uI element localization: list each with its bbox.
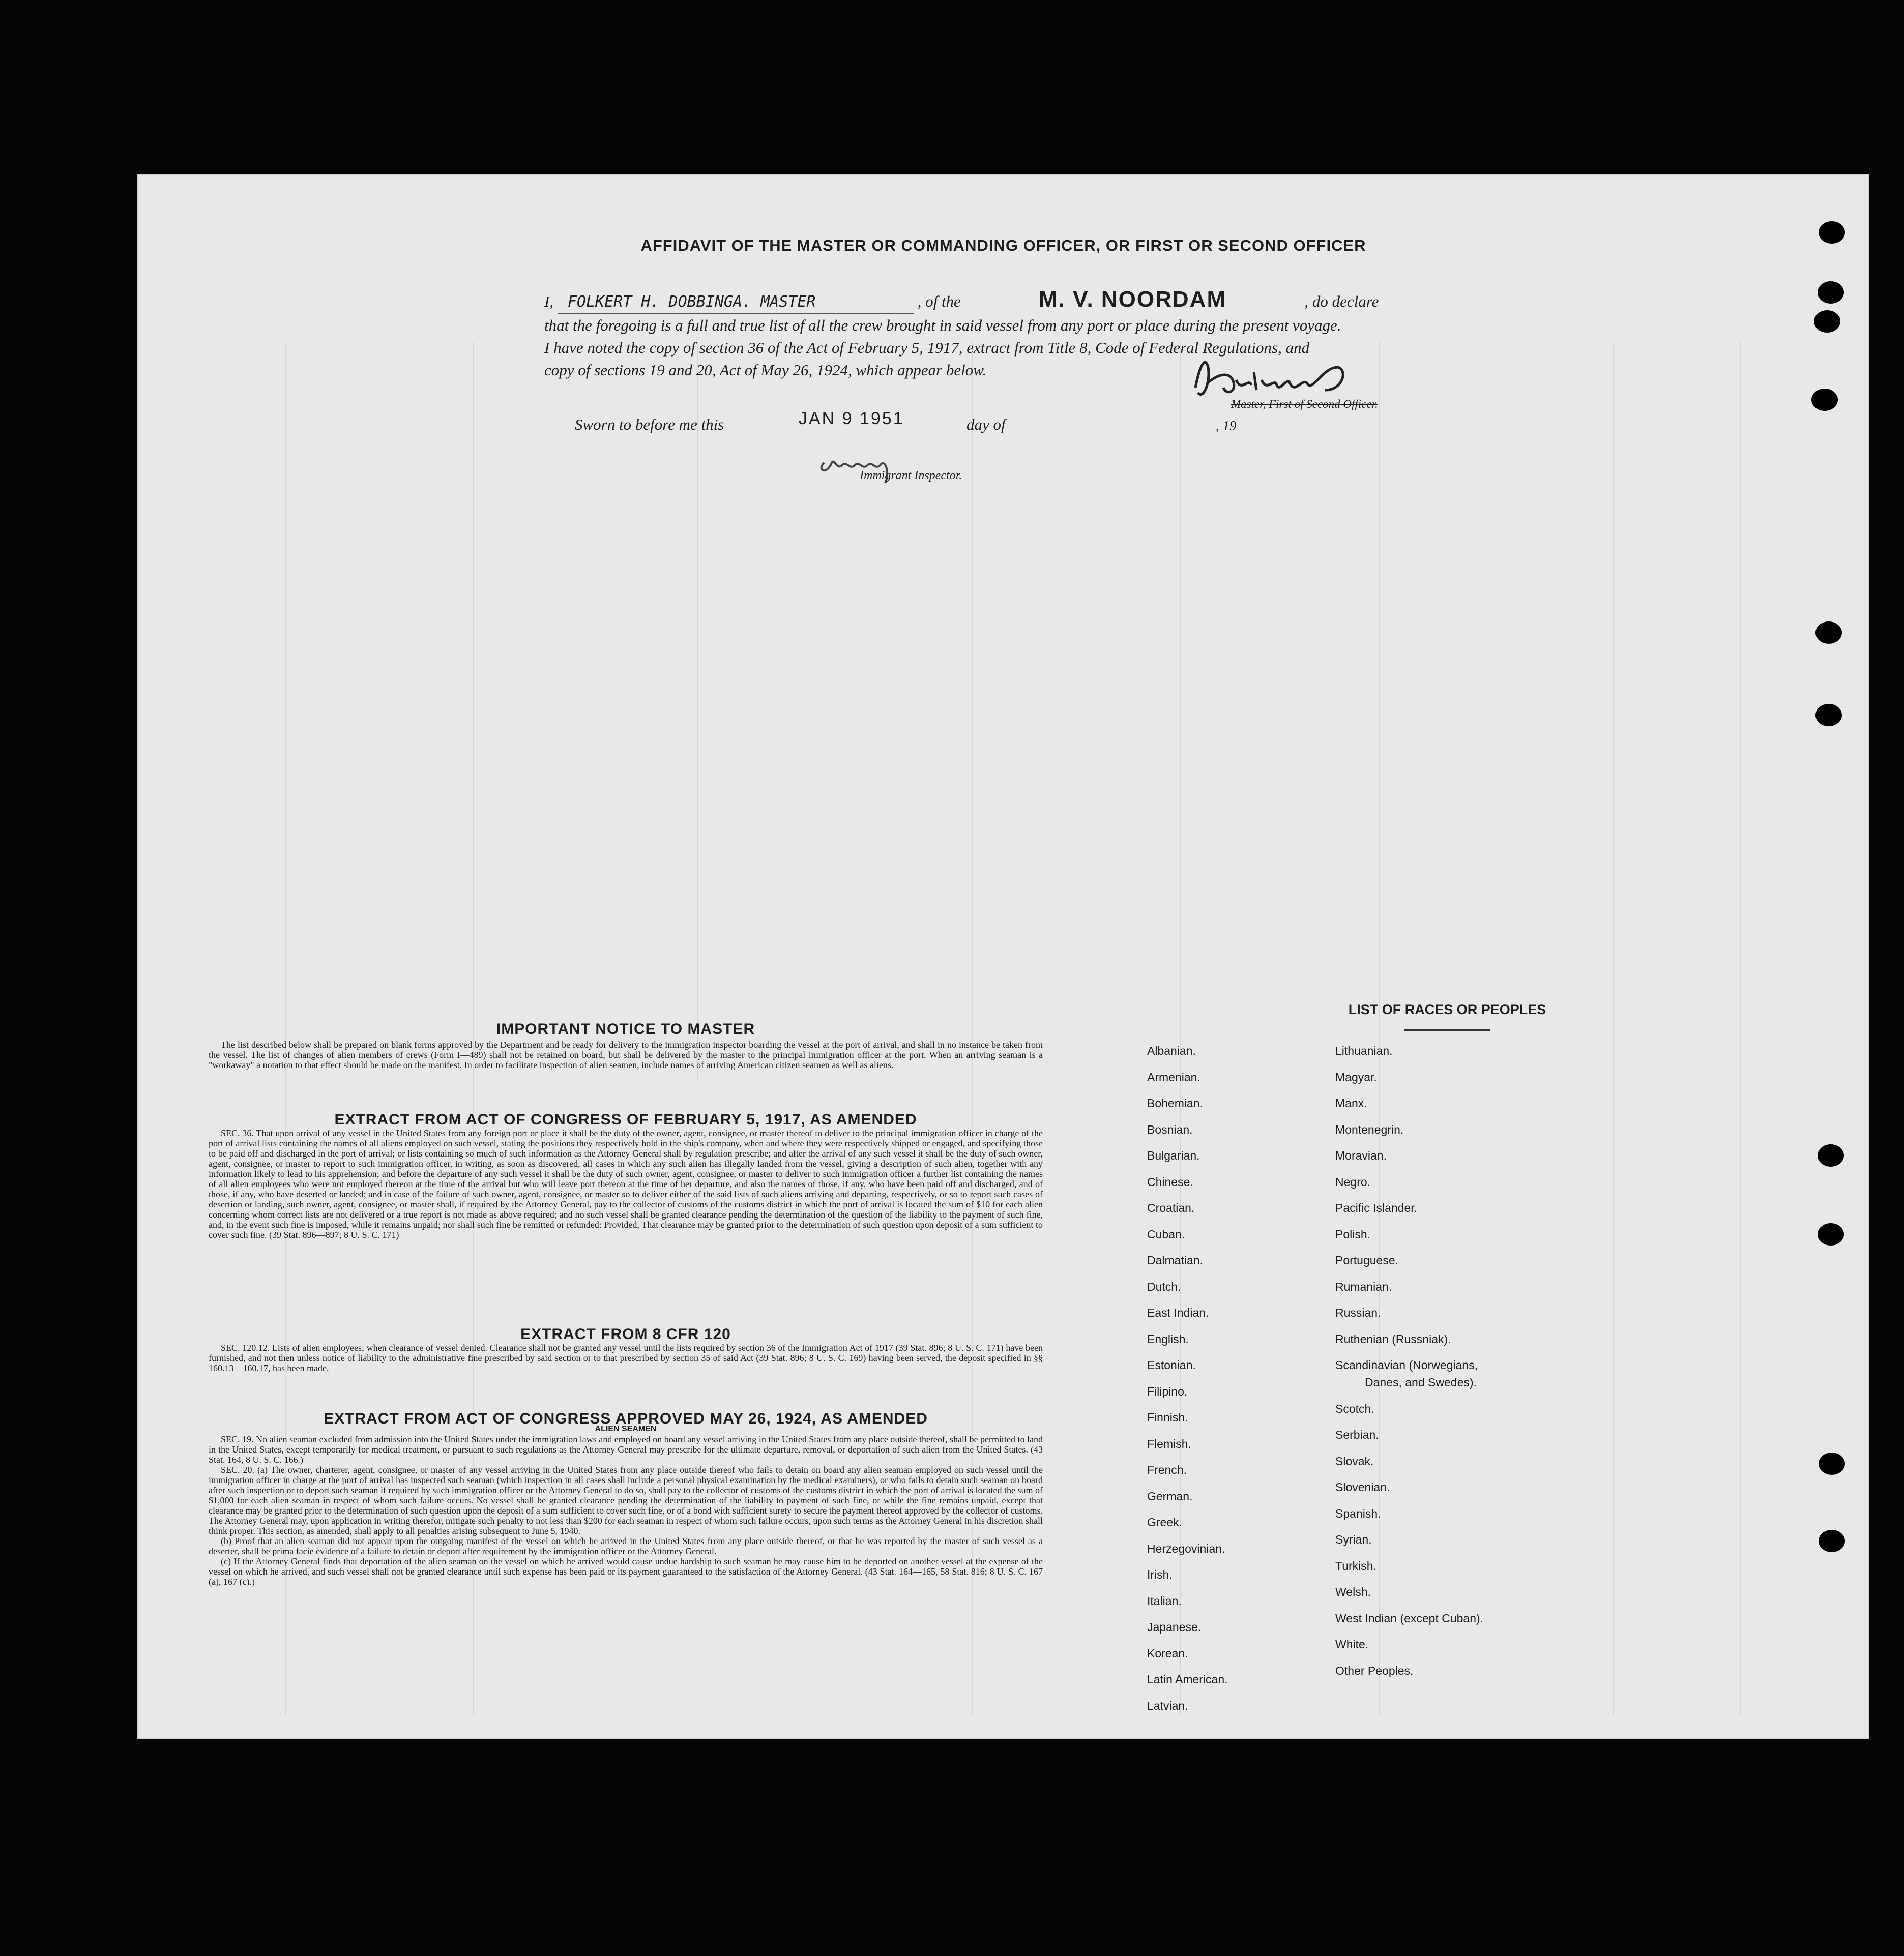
extract-8cfr-text: SEC. 120.12. Lists of alien employees; when clearance of vessel denied. Clearance shall not be granted any vessel until the lists required by section 36 of the Immigration Act of 1917 (39 Stat. 896; 8 U. S. C. 171) have been furnished, and not then unless notice of liability to the administrative fine prescribed by said section or to that prescribed by section 35 of said Act (39 Stat. 896; 8 U. S. C. 169) having been served, the deposit specified in §§ 160.13—160.17, has been made.: [209, 1343, 1043, 1373]
extract-1917-title: EXTRACT FROM ACT OF CONGRESS OF FEBRUARY 5, 1917, AS AMENDED: [334, 1111, 917, 1128]
sworn-mid: day of: [966, 416, 1006, 433]
extract-8cfr: [209, 1326, 1043, 1373]
race-item: Dalmatian.: [1147, 1254, 1203, 1267]
race-item: East Indian.: [1147, 1306, 1209, 1319]
race-item: Irish.: [1147, 1568, 1173, 1581]
race-item: Latvian.: [1147, 1699, 1188, 1712]
punch-hole: [1818, 281, 1844, 304]
race-item: Armenian.: [1147, 1070, 1200, 1084]
punch-hole: [1819, 1453, 1845, 1475]
race-item: Cuban.: [1147, 1227, 1185, 1241]
race-item: Finnish.: [1147, 1411, 1188, 1424]
sworn-year: , 19: [1216, 418, 1237, 433]
race-item: Spanish.: [1335, 1506, 1381, 1520]
officer-caption: Master, First of Second Officer.: [1231, 398, 1378, 410]
race-item: Manx.: [1335, 1096, 1367, 1110]
race-item: Scotch.: [1335, 1402, 1374, 1415]
race-item: Magyar.: [1335, 1070, 1377, 1084]
notice-title: IMPORTANT NOTICE TO MASTER: [496, 1021, 755, 1038]
column-rule: [1180, 342, 1181, 1715]
extract-1924-sec20a: SEC. 20. (a) The owner, charterer, agent, consignee, or master of any vessel arriving in the United States from any place outside thereof who fails to detain on board any alien seaman employed on such vessel until the immigration officer in charge at the port of arrival has inspected such seaman (which inspection in all cases shall include a personal physical examination by the medical examiners), or who fails to detain such seaman on board after such inspection or to deport such seaman if required by such immigration officer or the Attorney General to do so, shall pay to the collector of customs of the customs district in which the port of arrival is located the sum of $1,000 for each alien seaman in respect of whom such failure occurs. No vessel shall be granted clearance pending the determination of the liability to payment of such fine, or while the fine remains unpaid, except that clearance may be granted prior to the determination of such question upon the deposit of a sum sufficient to cover such fine, or of a bond with sufficient surety to secure the payment thereof approved by the collector of customs. The Attorney General may, upon application in writing therefor, mitigate such penalty to not less than $200 for each seaman in respect of whom such failure occurs, upon such terms as the Attorney General in his discretion shall think proper. This section, as amended, shall apply to all penalties arising subsequent to June 5, 1940.: [209, 1465, 1043, 1536]
race-item: Estonian.: [1147, 1358, 1196, 1372]
punch-hole: [1815, 621, 1842, 644]
punch-hole: [1819, 221, 1845, 244]
declaration-line-2: that the foregoing is a full and true list of all the crew brought in said vessel from any port or place during the present voyage.: [544, 316, 1341, 334]
sworn-date-stamp: JAN 9 1951: [799, 409, 904, 428]
affidavit-title: AFFIDAVIT OF THE MASTER OR COMMANDING OFFICER, OR FIRST OR SECOND OFFICER: [640, 236, 1366, 254]
race-item: Welsh.: [1335, 1585, 1371, 1598]
declaration-line-3: I have noted the copy of section 36 of the Act of February 5, 1917, extract from Title 8, Code of Federal Regulations, and: [544, 339, 1310, 357]
race-item: Slovak.: [1335, 1454, 1374, 1468]
race-item: Portuguese.: [1335, 1254, 1399, 1267]
declaration-line-4: copy of sections 19 and 20, Act of May 26, 1924, which appear below.: [544, 361, 987, 379]
race-item: French.: [1147, 1463, 1187, 1476]
race-item: Rumanian.: [1335, 1280, 1392, 1293]
race-item: Syrian.: [1335, 1533, 1372, 1546]
race-item: Albanian.: [1147, 1044, 1196, 1057]
race-item: Russian.: [1335, 1306, 1381, 1319]
declaration-mid: , of the: [917, 292, 961, 310]
race-item: Turkish.: [1335, 1559, 1376, 1573]
extract-1924-subtitle: ALIEN SEAMEN: [595, 1425, 657, 1433]
punch-hole: [1811, 389, 1838, 411]
race-item: Bulgarian.: [1147, 1149, 1200, 1162]
race-item: Slovenian.: [1335, 1480, 1390, 1494]
race-item: Lithuanian.: [1335, 1044, 1393, 1057]
punch-hole: [1818, 1144, 1844, 1167]
race-item: Korean.: [1147, 1646, 1188, 1660]
punch-hole: [1815, 704, 1842, 726]
punch-hole: [1814, 310, 1840, 333]
master-name: FOLKERT H. DOBBINGA. MASTER: [558, 291, 914, 314]
race-item: Latin American.: [1147, 1673, 1228, 1686]
race-item: Japanese.: [1147, 1620, 1202, 1634]
race-item: English.: [1147, 1332, 1189, 1346]
vessel-name: M. V. NOORDAM: [1039, 287, 1227, 312]
race-item: Italian.: [1147, 1594, 1182, 1608]
column-rule: [1740, 342, 1741, 1715]
race-item: Serbian.: [1335, 1428, 1379, 1441]
declaration-prefix: I,: [544, 292, 554, 310]
extract-1924-title: EXTRACT FROM ACT OF CONGRESS APPROVED MAY 26, 1924, AS AMENDED: [324, 1410, 928, 1427]
punch-hole: [1819, 1530, 1845, 1552]
extract-1924-sec19: SEC. 19. No alien seaman excluded from admission into the United States under the immigration laws and employed on board any vessel arriving in the United States from any place outside thereof, shall be permitted to land in the United States, except temporarily for medical treatment, or pursuant to such regulations as the Attorney General may prescribe for the ultimate departure, removal, or deportation of such alien from the United States. (43 Stat. 164, 8 U. S. C. 166.): [209, 1434, 1043, 1465]
column-rule: [697, 342, 698, 1079]
race-item: Dutch.: [1147, 1280, 1181, 1293]
race-item: Negro.: [1335, 1175, 1371, 1189]
inspector-caption: Immigrant Inspector.: [860, 469, 962, 482]
notice-text: The list described below shall be prepared on blank forms approved by the Department and be ready for delivery to the immigration inspector boarding the vessel at the port of arrival, and shall in no instance be taken from the vessel. The list of changes of alien members of crews (Form I—489) shall not be retained on board, but shall be delivered by the master to the principal immigration officer at the port. When an arriving seaman is a "workaway" a notation to that effect should be made on the manifest. In order to facilitate inspection of alien seamen, include names of arriving American citizen seamen as well as aliens.: [209, 1040, 1043, 1070]
extract-1917: [209, 1111, 1043, 1240]
extract-1924-sec20b: (b) Proof that an alien seaman did not appear upon the outgoing manifest of the vessel on which he arrived in the United States from any place outside thereof, or that he was reported by the master of such vessel as a deserter, shall be prima facie evidence of a failure to detain or deport after requirement by the immigration officer or the Attorney General.: [209, 1536, 1043, 1556]
extract-1917-text: SEC. 36. That upon arrival of any vessel in the United States from any foreign port or place it shall be the duty of the owner, agent, consignee, or master thereof to deliver to the principal immigration officer in charge of the port of arrival lists containing the names of all aliens employed on such vessel, stating the positions they respectively hold in the ship's company, when and where they were respectively shipped or engaged, and specifying those to be paid off and discharged in the port of arrival; or lists containing so much of such information as the Attorney General shall by regulation prescribe; and after the arrival of any such vessel it shall be the duty of such owner, agent, consignee, or master to report to such immigration officer, in writing, as soon as discovered, all cases in which any such alien has illegally landed from the vessel, giving a description of such alien, together with any information likely to lead to his apprehension; and before the departure of any such vessel it shall be the duty of such owner, agent, consignee, or master to deliver to such immigration officer a further list containing the names of all alien employees who were not employed thereon at the time of the arrival but who will leave port thereon at the time of her departure, and also the names of those, if any, who have been paid off and discharged, and of those, if any, who have deserted or landed; and in case of the failure of such owner, agent, consignee, or master so to deliver either of the said lists of such aliens arriving and departing, respectively, or so to report such cases of desertion or landing, such owner, agent, consignee, or master shall, if required by the Attorney General, pay to the collector of customs of the customs district in which the port of arrival is located the sum of $10 for each alien concerning whom correct lists are not delivered or a true report is not made as above required; and no such vessel shall be granted clearance pending the determination of the question of the liability to the payment of such fine, and, in the event such fine is imposed, while it remains unpaid; nor shall such fine be remitted or refunded: Provided, That clearance may be granted prior to the determination of such question upon deposit of a sum sufficient to cover such fine. (39 Stat. 896—897; 8 U. S. C. 171): [209, 1128, 1043, 1240]
notice-to-master: [209, 1021, 1043, 1070]
race-item: Bohemian.: [1147, 1096, 1203, 1110]
race-item: Montenegrin.: [1335, 1122, 1404, 1136]
race-item: West Indian (except Cuban).: [1335, 1611, 1484, 1625]
race-item: Flemish.: [1147, 1437, 1191, 1450]
race-item: Other Peoples.: [1335, 1664, 1414, 1677]
race-item: Chinese.: [1147, 1175, 1193, 1189]
declaration-suffix: , do declare: [1304, 292, 1379, 310]
race-item: Bosnian.: [1147, 1122, 1193, 1136]
extract-1924: [209, 1410, 1043, 1587]
race-item: Polish.: [1335, 1227, 1371, 1241]
race-item: Herzegovinian.: [1147, 1542, 1225, 1555]
race-item: Danes, and Swedes).: [1365, 1376, 1477, 1389]
extract-8cfr-title: EXTRACT FROM 8 CFR 120: [520, 1326, 731, 1343]
races-title-rule: [1404, 1029, 1490, 1031]
race-item: Pacific Islander.: [1335, 1201, 1418, 1214]
race-item: Filipino.: [1147, 1384, 1188, 1398]
races-title: LIST OF RACES OR PEOPLES: [1348, 1002, 1546, 1017]
race-item: Scandinavian (Norwegians,: [1335, 1358, 1478, 1372]
race-item: White.: [1335, 1638, 1369, 1651]
sworn-prefix: Sworn to before me this: [575, 416, 724, 433]
punch-hole: [1818, 1223, 1844, 1246]
race-item: Moravian.: [1335, 1149, 1387, 1162]
race-item: Greek.: [1147, 1516, 1183, 1529]
declaration: [544, 288, 1623, 381]
extract-1924-sec20c: (c) If the Attorney General finds that deportation of the alien seaman on the vessel on which he arrived would cause undue hardship to such seaman he may cause him to be deported on another vessel at the expense of the vessel on which he arrived, and such vessel shall not be granted clearance until such expense has been paid or its payment guaranteed to the satisfaction of the Attorney General. (43 Stat. 164—165, 58 Stat. 816; 8 U. S. C. 167 (a), 167 (c).): [209, 1556, 1043, 1587]
race-item: German.: [1147, 1489, 1193, 1503]
manifest-page: [137, 174, 1869, 1739]
column-rule: [1613, 342, 1614, 1715]
race-item: Croatian.: [1147, 1201, 1195, 1214]
race-item: Ruthenian (Russniak).: [1335, 1332, 1451, 1346]
